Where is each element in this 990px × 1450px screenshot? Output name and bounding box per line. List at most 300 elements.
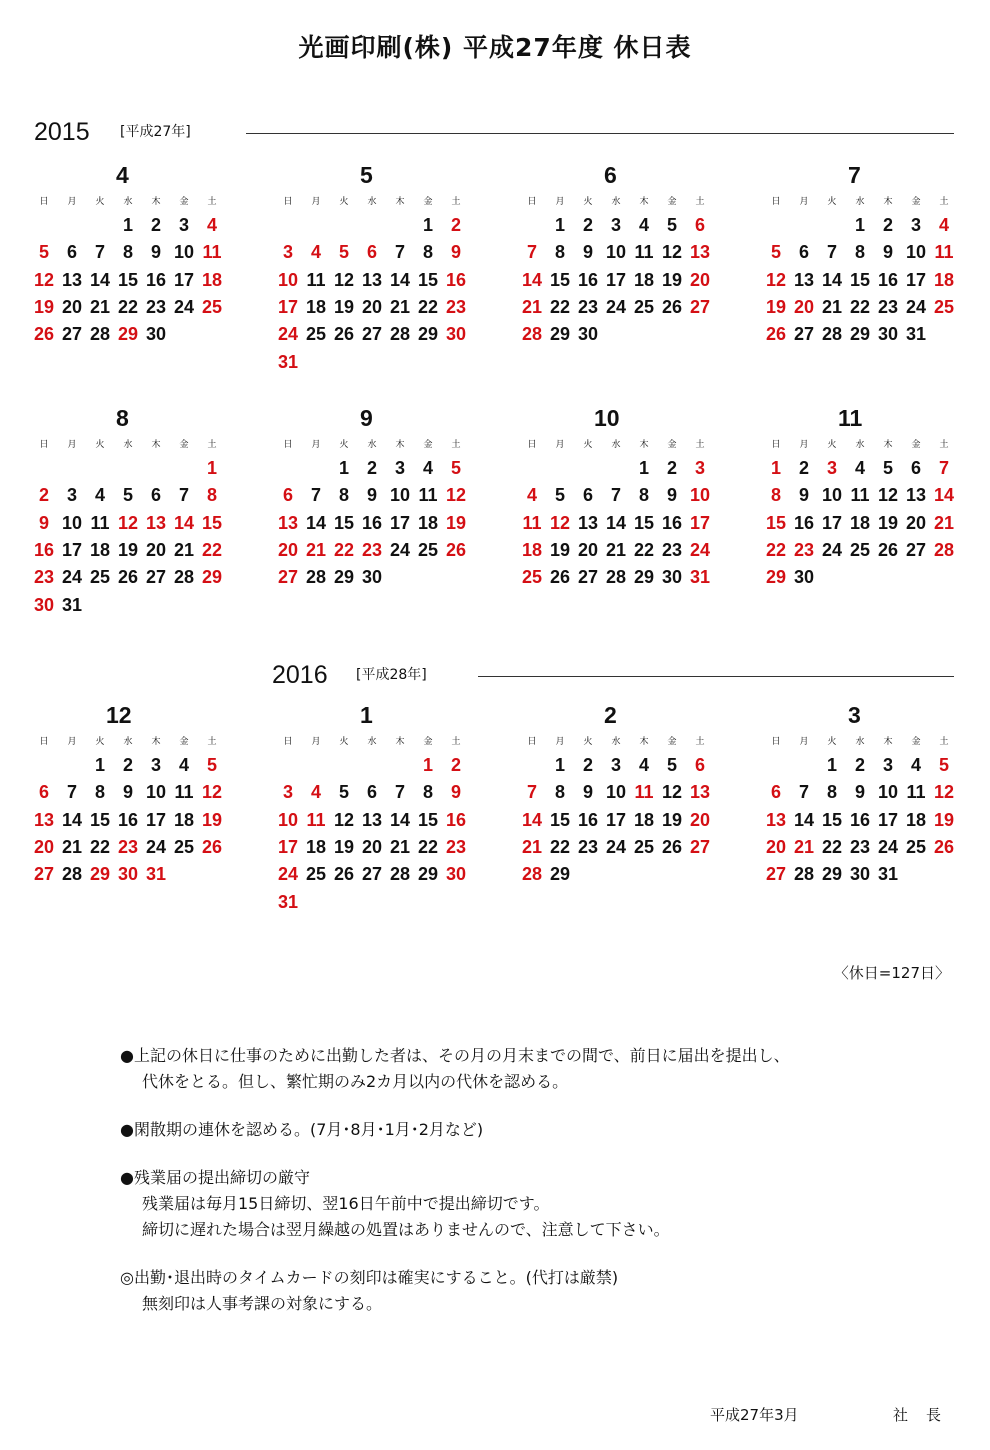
work-day: 31 (877, 864, 899, 885)
work-day: 10 (821, 485, 843, 506)
month-4 (34, 162, 230, 362)
work-day: 1 (554, 755, 565, 775)
work-day: 28 (89, 324, 111, 345)
work-day: 29 (333, 567, 355, 588)
work-day: 10 (145, 782, 167, 803)
work-day: 23 (577, 836, 599, 857)
work-day: 24 (605, 836, 627, 857)
work-day: 3 (150, 755, 161, 775)
month-7 (766, 162, 962, 362)
work-day: 18 (173, 809, 195, 830)
work-day: 21 (389, 296, 411, 317)
work-day: 11 (174, 782, 194, 803)
holiday-day: 18 (521, 539, 543, 560)
holiday-day: 8 (770, 485, 781, 506)
weekday-label: 日 (527, 197, 537, 207)
work-day: 25 (173, 836, 195, 857)
holiday-day: 31 (689, 567, 711, 588)
work-day: 8 (826, 782, 837, 803)
work-day: 26 (661, 836, 683, 857)
holiday-day: 11 (934, 242, 954, 263)
work-day: 10 (905, 242, 927, 263)
work-day: 9 (366, 485, 377, 506)
work-day: 29 (417, 324, 439, 345)
work-day: 14 (61, 809, 83, 830)
weekday-label: 火 (339, 440, 349, 450)
weekday-label: 日 (771, 440, 781, 450)
work-day: 2 (854, 755, 865, 775)
work-day: 14 (793, 809, 815, 830)
month-name: 10 (594, 405, 620, 431)
work-day: 17 (877, 809, 899, 830)
holiday-day: 13 (689, 782, 711, 803)
work-day: 24 (905, 296, 927, 317)
weekday-label: 土 (207, 197, 217, 207)
weekday-label: 水 (367, 197, 377, 207)
weekday-label: 火 (827, 440, 837, 450)
weekday-label: 木 (395, 197, 405, 207)
holiday-day: 13 (689, 242, 711, 263)
work-day: 18 (905, 809, 927, 830)
work-day: 10 (877, 782, 899, 803)
month-5 (277, 162, 474, 372)
holiday-day: 28 (521, 324, 543, 345)
holiday-day: 13 (277, 512, 299, 533)
holiday-day: 7 (938, 458, 949, 478)
holiday-day: 12 (117, 512, 139, 533)
holiday-day: 5 (206, 755, 217, 775)
work-day: 23 (577, 296, 599, 317)
work-day: 7 (66, 782, 77, 803)
work-day: 10 (173, 242, 195, 263)
work-day: 22 (549, 296, 571, 317)
month-name: 9 (360, 405, 373, 431)
holiday-day: 4 (310, 782, 321, 803)
month-name: 1 (360, 702, 373, 728)
work-day: 24 (821, 539, 843, 560)
holiday-day: 19 (445, 512, 467, 533)
holiday-day: 1 (422, 755, 433, 775)
work-day: 16 (117, 809, 139, 830)
month-name: 11 (838, 405, 863, 431)
holiday-day: 14 (173, 512, 195, 533)
weekday-label: 金 (423, 440, 433, 450)
holiday-day: 6 (694, 755, 705, 775)
work-day: 26 (549, 567, 571, 588)
work-day: 12 (661, 782, 683, 803)
holiday-day: 27 (689, 836, 711, 857)
work-day: 24 (145, 836, 167, 857)
work-day: 27 (361, 324, 383, 345)
work-day: 24 (877, 836, 899, 857)
notes-section (120, 1043, 940, 1339)
divider (478, 676, 954, 677)
month-1 (277, 702, 474, 912)
holiday-day: 12 (933, 782, 955, 803)
month-10 (522, 405, 718, 605)
work-day: 2 (798, 458, 809, 478)
holiday-day: 11 (634, 782, 654, 803)
work-day: 28 (61, 864, 83, 885)
weekday-label: 木 (639, 197, 649, 207)
holiday-day: 10 (689, 485, 711, 506)
weekday-label: 月 (555, 737, 565, 747)
weekday-label: 日 (527, 737, 537, 747)
month-name: 2 (604, 702, 617, 728)
work-day: 19 (333, 836, 355, 857)
holiday-day: 26 (765, 324, 787, 345)
weekday-label: 火 (827, 197, 837, 207)
work-day: 14 (605, 512, 627, 533)
holiday-day: 31 (277, 351, 299, 372)
work-day: 4 (910, 755, 921, 775)
weekday-label: 土 (695, 737, 705, 747)
work-day: 11 (850, 485, 870, 506)
work-day: 2 (582, 755, 593, 775)
work-day: 23 (849, 836, 871, 857)
weekday-label: 水 (367, 440, 377, 450)
work-day: 24 (173, 296, 195, 317)
holiday-day: 21 (305, 539, 327, 560)
holiday-day: 13 (765, 809, 787, 830)
holiday-day: 28 (521, 864, 543, 885)
work-day: 8 (554, 782, 565, 803)
holiday-day: 7 (526, 782, 537, 803)
work-day: 29 (417, 864, 439, 885)
work-day: 30 (145, 324, 167, 345)
holiday-day: 2 (450, 755, 461, 775)
work-day: 20 (361, 836, 383, 857)
weekday-label: 月 (555, 440, 565, 450)
holiday-total: 〈休日=127日〉 (833, 964, 950, 982)
work-day: 18 (305, 836, 327, 857)
holiday-day: 6 (38, 782, 49, 803)
holiday-day: 29 (89, 864, 111, 885)
holiday-day: 29 (765, 567, 787, 588)
weekday-label: 月 (311, 737, 321, 747)
weekday-label: 水 (123, 440, 133, 450)
work-day: 5 (666, 215, 677, 235)
holiday-day: 3 (826, 458, 837, 478)
month-6 (522, 162, 718, 362)
work-day: 22 (117, 296, 139, 317)
note-line: 代休をとる。但し、繁忙期のみ2カ月以内の代休を認める。 (142, 1072, 569, 1091)
work-day: 2 (150, 215, 161, 235)
weekday-label: 木 (151, 197, 161, 207)
weekday-label: 木 (883, 737, 893, 747)
holiday-day: 31 (277, 891, 299, 912)
holiday-day: 21 (933, 512, 955, 533)
weekday-label: 日 (283, 197, 293, 207)
work-day: 17 (389, 512, 411, 533)
weekday-label: 金 (667, 197, 677, 207)
month-name: 5 (360, 162, 373, 188)
work-day: 13 (905, 485, 927, 506)
weekday-label: 土 (451, 197, 461, 207)
holiday-day: 17 (277, 836, 299, 857)
work-day: 15 (117, 269, 139, 290)
work-day: 30 (793, 567, 815, 588)
work-day: 21 (61, 836, 83, 857)
work-day: 13 (793, 269, 815, 290)
weekday-label: 水 (123, 737, 133, 747)
holiday-day: 15 (765, 512, 787, 533)
work-day: 27 (793, 324, 815, 345)
holiday-day: 14 (933, 485, 955, 506)
work-day: 16 (661, 512, 683, 533)
weekday-label: 水 (855, 737, 865, 747)
work-day: 1 (94, 755, 105, 775)
year-label: 2016 (272, 661, 328, 689)
work-day: 26 (661, 296, 683, 317)
work-day: 3 (178, 215, 189, 235)
work-day: 26 (333, 864, 355, 885)
work-day: 4 (422, 458, 433, 478)
work-day: 31 (61, 594, 83, 615)
holiday-day: 20 (689, 269, 711, 290)
work-day: 25 (849, 539, 871, 560)
weekday-label: 金 (911, 440, 921, 450)
work-day: 25 (633, 836, 655, 857)
work-day: 9 (854, 782, 865, 803)
holiday-day: 19 (933, 809, 955, 830)
work-day: 8 (422, 242, 433, 263)
work-day: 19 (333, 296, 355, 317)
work-day: 3 (394, 458, 405, 478)
work-day: 8 (338, 485, 349, 506)
work-day: 25 (417, 539, 439, 560)
era-label: [平成27年] (120, 124, 191, 140)
holiday-day: 20 (689, 809, 711, 830)
work-day: 6 (798, 242, 809, 263)
work-day: 20 (145, 539, 167, 560)
weekday-label: 金 (423, 197, 433, 207)
era-label: [平成28年] (356, 667, 427, 683)
weekday-label: 火 (827, 737, 837, 747)
holiday-day: 24 (277, 864, 299, 885)
holiday-day: 18 (201, 269, 223, 290)
work-day: 17 (61, 539, 83, 560)
work-day: 13 (361, 809, 383, 830)
work-day: 10 (605, 242, 627, 263)
holiday-day: 23 (117, 836, 139, 857)
divider (246, 133, 954, 134)
holiday-day: 27 (277, 567, 299, 588)
holiday-day: 17 (277, 296, 299, 317)
work-day: 29 (633, 567, 655, 588)
work-day: 15 (417, 269, 439, 290)
weekday-label: 火 (339, 737, 349, 747)
month-8 (33, 405, 230, 615)
weekday-label: 火 (583, 440, 593, 450)
work-day: 24 (389, 539, 411, 560)
work-day: 23 (661, 539, 683, 560)
note-overtime-deadline (120, 1165, 940, 1243)
work-day: 18 (305, 296, 327, 317)
work-day: 20 (905, 512, 927, 533)
weekday-label: 水 (611, 197, 621, 207)
weekday-label: 金 (423, 737, 433, 747)
work-day: 17 (173, 269, 195, 290)
holiday-day: 15 (201, 512, 223, 533)
weekday-label: 月 (799, 197, 809, 207)
month-12 (34, 702, 230, 902)
holiday-day: 12 (33, 269, 55, 290)
holiday-day: 5 (770, 242, 781, 263)
weekday-label: 土 (451, 440, 461, 450)
weekday-label: 木 (395, 737, 405, 747)
work-day: 30 (361, 567, 383, 588)
work-day: 2 (122, 755, 133, 775)
work-day: 4 (94, 485, 105, 506)
work-day: 27 (577, 567, 599, 588)
holiday-day: 2 (38, 485, 49, 506)
holiday-day: 20 (33, 836, 55, 857)
work-day: 22 (849, 296, 871, 317)
work-day: 30 (577, 324, 599, 345)
weekday-label: 月 (555, 197, 565, 207)
holiday-day: 4 (526, 485, 537, 506)
weekday-label: 水 (855, 440, 865, 450)
weekday-label: 月 (799, 737, 809, 747)
work-day: 22 (417, 296, 439, 317)
work-day: 16 (577, 269, 599, 290)
work-day: 22 (549, 836, 571, 857)
weekday-label: 日 (39, 440, 49, 450)
note-line: ●残業届の提出締切の厳守 (120, 1168, 310, 1187)
weekday-label: 木 (883, 197, 893, 207)
work-day: 1 (854, 215, 865, 235)
holiday-day: 20 (277, 539, 299, 560)
holiday-day: 23 (445, 296, 467, 317)
holiday-day: 23 (445, 836, 467, 857)
work-day: 15 (333, 512, 355, 533)
work-day: 2 (582, 215, 593, 235)
holiday-day: 5 (938, 755, 949, 775)
work-day: 27 (361, 864, 383, 885)
work-day: 15 (549, 809, 571, 830)
holiday-day: 6 (282, 485, 293, 506)
holiday-day: 3 (282, 782, 293, 803)
holiday-day: 5 (338, 242, 349, 263)
work-day: 1 (554, 215, 565, 235)
work-day: 22 (89, 836, 111, 857)
work-day: 27 (61, 324, 83, 345)
work-day: 14 (389, 269, 411, 290)
holiday-day: 21 (521, 296, 543, 317)
work-day: 5 (338, 782, 349, 803)
work-day: 6 (366, 782, 377, 803)
weekday-label: 火 (583, 197, 593, 207)
holiday-day: 29 (201, 567, 223, 588)
holiday-day: 6 (694, 215, 705, 235)
weekday-label: 土 (939, 197, 949, 207)
holiday-day: 1 (206, 458, 217, 478)
weekday-label: 月 (67, 737, 77, 747)
weekday-label: 木 (639, 440, 649, 450)
work-day: 9 (150, 242, 161, 263)
month-11 (766, 405, 962, 605)
holiday-day: 29 (117, 324, 139, 345)
holiday-day: 22 (765, 539, 787, 560)
note-line: 締切に遅れた場合は翌月繰越の処置はありませんので、注意して下さい。 (142, 1220, 670, 1239)
weekday-label: 土 (207, 737, 217, 747)
work-day: 18 (633, 269, 655, 290)
holiday-day: 6 (770, 782, 781, 803)
work-day: 28 (605, 567, 627, 588)
holiday-day: 3 (282, 242, 293, 263)
work-day: 16 (793, 512, 815, 533)
holiday-day: 21 (521, 836, 543, 857)
year-header-2015 (34, 118, 954, 148)
work-day: 21 (389, 836, 411, 857)
work-day: 21 (605, 539, 627, 560)
work-day: 9 (122, 782, 133, 803)
work-day: 14 (389, 809, 411, 830)
note-consecutive-holiday (120, 1117, 940, 1143)
footer-president: 社長 (893, 1406, 960, 1424)
work-day: 6 (582, 485, 593, 506)
weekday-label: 金 (179, 197, 189, 207)
work-day: 20 (361, 296, 383, 317)
holiday-day: 10 (277, 269, 299, 290)
weekday-label: 火 (339, 197, 349, 207)
work-day: 30 (661, 567, 683, 588)
holiday-day: 12 (445, 485, 467, 506)
work-day: 6 (66, 242, 77, 263)
holiday-day: 11 (522, 512, 542, 533)
holiday-day: 5 (38, 242, 49, 263)
weekday-label: 日 (283, 737, 293, 747)
holiday-day: 20 (765, 836, 787, 857)
work-day: 11 (906, 782, 926, 803)
weekday-label: 日 (771, 197, 781, 207)
work-day: 15 (89, 809, 111, 830)
work-day: 15 (633, 512, 655, 533)
work-day: 29 (549, 324, 571, 345)
holiday-day: 24 (689, 539, 711, 560)
work-day: 24 (61, 567, 83, 588)
note-line: ●閑散期の連休を認める。(7月･8月･1月･2月など) (120, 1120, 484, 1139)
holiday-day: 9 (450, 242, 461, 263)
work-day: 26 (877, 539, 899, 560)
weekday-label: 月 (67, 440, 77, 450)
holiday-day: 25 (521, 567, 543, 588)
work-day: 8 (638, 485, 649, 506)
holiday-day: 28 (933, 539, 955, 560)
work-day: 15 (549, 269, 571, 290)
work-day: 26 (333, 324, 355, 345)
weekday-label: 土 (695, 197, 705, 207)
work-day: 1 (338, 458, 349, 478)
work-day: 12 (661, 242, 683, 263)
work-day: 16 (145, 269, 167, 290)
work-day: 15 (417, 809, 439, 830)
note-line: 無刻印は人事考課の対象にする。 (142, 1294, 383, 1313)
weekday-label: 土 (207, 440, 217, 450)
month-name: 12 (106, 702, 132, 728)
work-day: 12 (333, 809, 355, 830)
work-day: 29 (849, 324, 871, 345)
weekday-label: 月 (311, 197, 321, 207)
holiday-day: 9 (38, 512, 49, 533)
weekday-label: 木 (883, 440, 893, 450)
work-day: 16 (577, 809, 599, 830)
weekday-label: 金 (179, 440, 189, 450)
note-timecard (120, 1265, 940, 1317)
weekday-label: 月 (67, 197, 77, 207)
holiday-day: 14 (521, 269, 543, 290)
